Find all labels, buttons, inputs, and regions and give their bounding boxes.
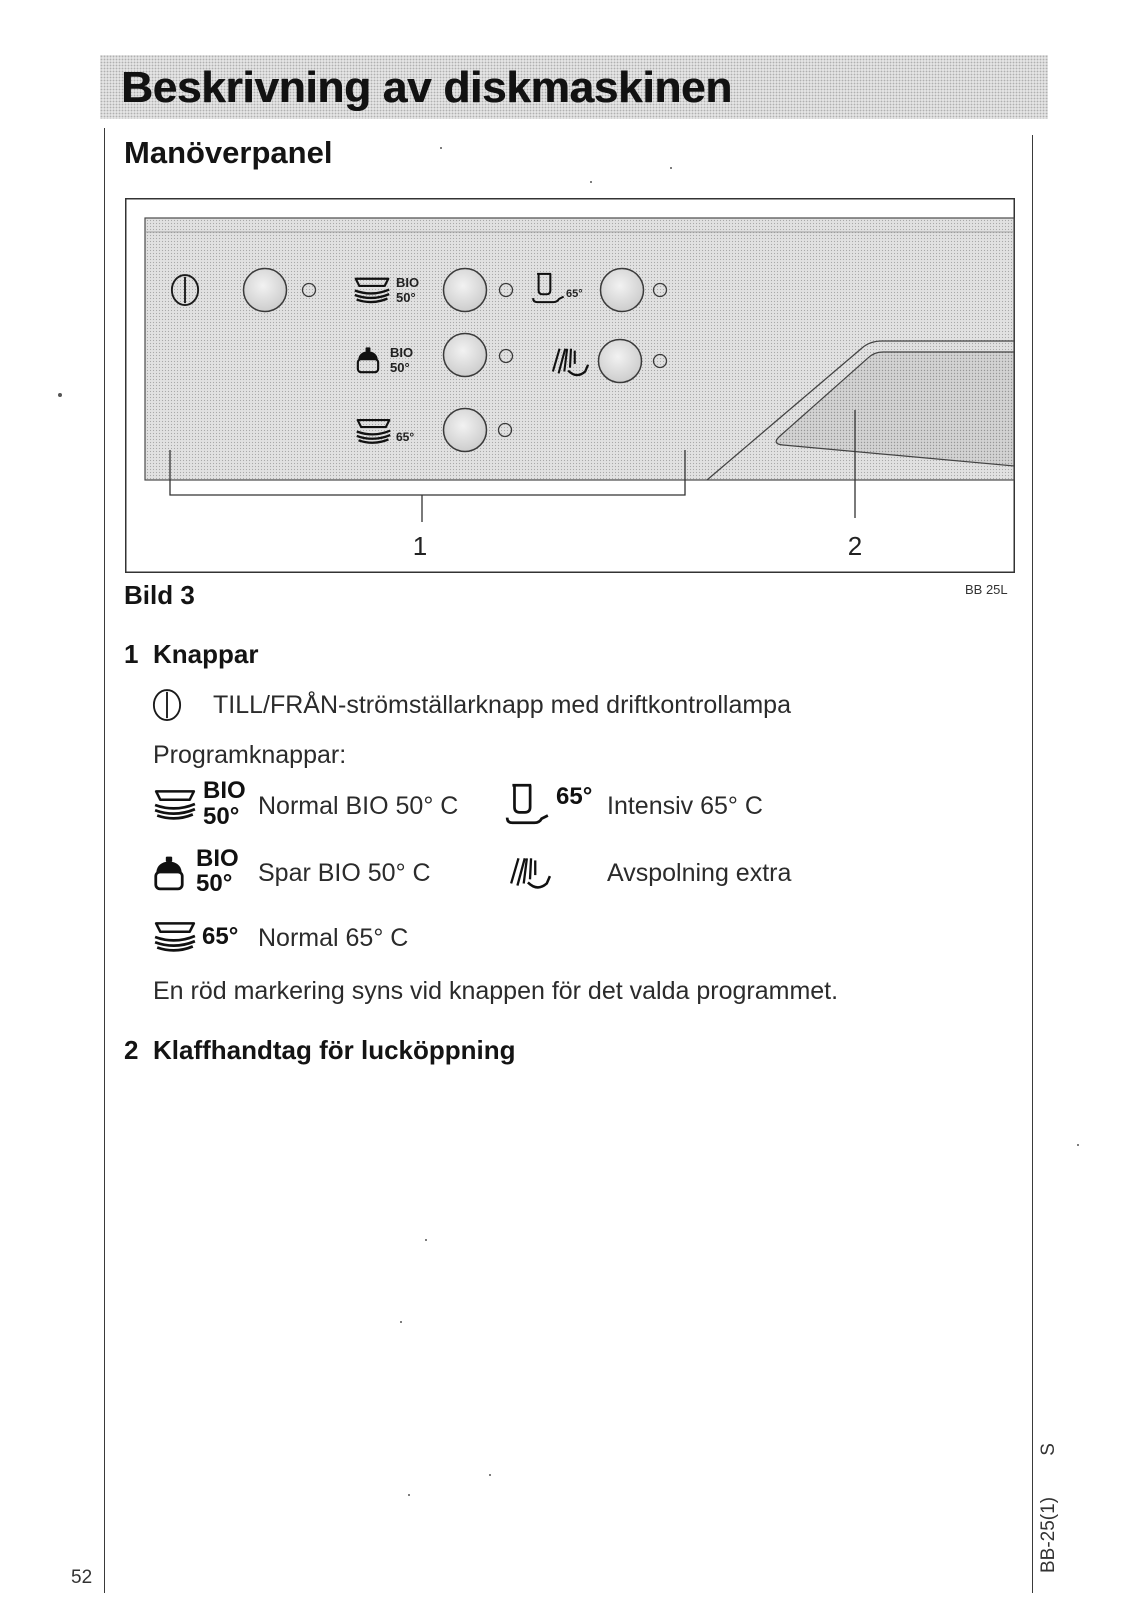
program-temp-badge: 50° — [203, 803, 240, 830]
panel-bio-label: BIO — [396, 275, 420, 290]
legend-item-2-title: Klaffhandtag för lucköppning — [153, 1035, 516, 1065]
scan-speck — [408, 1494, 410, 1496]
right-margin-rule — [1032, 135, 1033, 1593]
saucepan-icon-glyph — [507, 785, 548, 823]
program-button-avspolning — [599, 340, 642, 383]
callout-2-label: 2 — [847, 531, 863, 561]
program-label: Normal 65° C — [258, 924, 409, 952]
scan-speck — [670, 167, 672, 169]
programs-heading: Programknappar: — [153, 741, 347, 769]
page-title: Beskrivning av diskmaskinen — [121, 63, 732, 112]
panel-bio-label: BIO — [390, 345, 414, 360]
spray-icon — [508, 852, 552, 894]
scan-speck — [440, 147, 442, 149]
panel-temp-label: 65° — [566, 288, 583, 300]
program-temp-badge: 65° — [202, 923, 239, 950]
program-label: Avspolning extra — [607, 859, 792, 887]
saucepan-icon — [503, 782, 551, 826]
power-icon — [152, 688, 182, 722]
program-temp-badge: 65° — [556, 783, 593, 810]
plates-icon-glyph — [155, 923, 195, 950]
panel-temp-label: 65° — [396, 430, 415, 444]
scan-speck — [489, 1474, 491, 1476]
scan-speck — [400, 1321, 402, 1323]
program-button-intensiv — [601, 269, 644, 312]
plates-icon — [153, 920, 197, 954]
covered-pot-icon — [152, 855, 186, 891]
power-description: TILL/FRÅN-strömställarknapp med driftkontrollampa — [213, 691, 791, 719]
page-number: 52 — [71, 1567, 93, 1588]
scan-speck — [425, 1239, 427, 1241]
panel-temp-label: 50° — [390, 360, 410, 375]
panel-temp-label: 50° — [396, 290, 416, 305]
scan-speck — [1077, 1144, 1079, 1146]
scan-speck — [590, 181, 592, 183]
document-code: BB-25(1) S — [1038, 1443, 1059, 1573]
figure-code: BB 25L — [965, 582, 1008, 597]
legend-item-1-title: Knappar — [153, 639, 259, 669]
power-icon-glyph — [154, 690, 180, 720]
program-temp-badge: 50° — [196, 870, 233, 897]
program-button-normal-bio — [444, 269, 487, 312]
control-panel-figure — [125, 198, 1015, 573]
covered-pot-icon-glyph — [156, 857, 182, 889]
power-button — [244, 269, 287, 312]
plates-icon — [153, 788, 197, 822]
program-bio-badge: BIO — [203, 777, 246, 804]
program-label: Spar BIO 50° C — [258, 859, 431, 887]
callout-1-label: 1 — [412, 531, 428, 561]
left-margin-rule — [104, 128, 105, 1593]
selection-note: En röd markering syns vid knappen för det valda programmet. — [153, 977, 839, 1005]
program-label: Intensiv 65° C — [607, 792, 763, 820]
legend-item-2-number: 2 — [124, 1035, 139, 1065]
scan-speck — [58, 393, 62, 397]
legend-item-1-number: 1 — [124, 639, 139, 669]
spray-icon-glyph — [511, 858, 550, 887]
section-title: Manöverpanel — [124, 135, 333, 170]
plates-icon-glyph — [155, 791, 195, 818]
figure-caption: Bild 3 — [124, 580, 195, 610]
program-button-normal-65 — [444, 409, 487, 452]
program-button-spar-bio — [444, 334, 487, 377]
program-label: Normal BIO 50° C — [258, 792, 459, 820]
program-bio-badge: BIO — [196, 845, 239, 872]
